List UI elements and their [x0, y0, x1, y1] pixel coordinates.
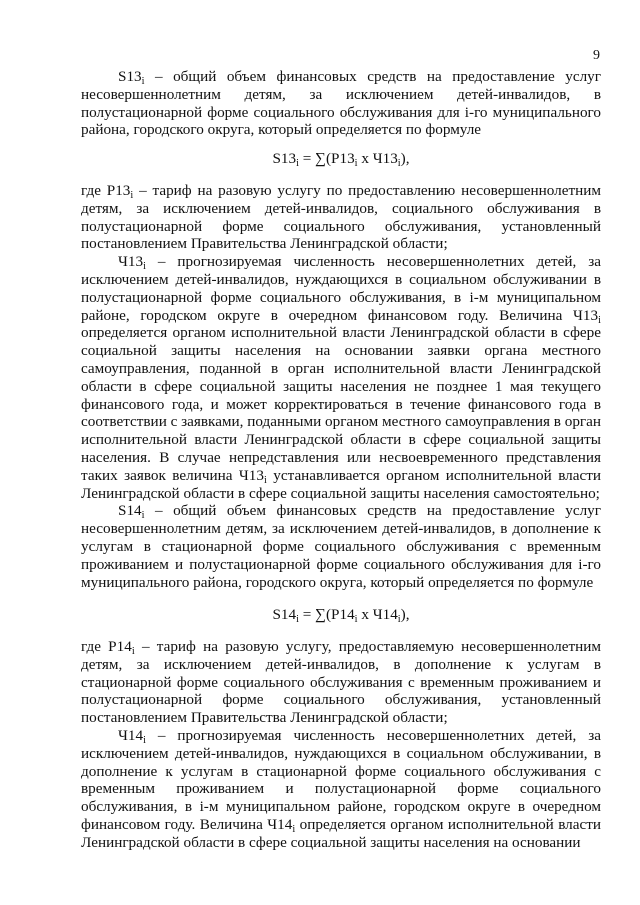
formula-term: S14: [272, 606, 297, 623]
block-definitions-1: [81, 182, 601, 591]
formula-term: = ∑(P13: [298, 150, 355, 167]
subscript: i: [354, 613, 358, 625]
term-ch14: Ч14: [118, 726, 144, 744]
paragraph-text: – общий объем финансовых средств на предоставление услуг несовершеннолетним детям, за исключением детей-инвалидов, в полустационарной форме социального обслуживания для i-го муниципального района, городского округа, который определяется по формуле: [81, 68, 601, 139]
subscript: i: [296, 157, 299, 169]
subscript: i: [143, 734, 146, 746]
paragraph-p13: [81, 182, 601, 253]
paragraph-text: устанавливается органом исполнительной власти Ленинградской области в сфере социальной защиты населения самостоятельно;: [81, 466, 601, 502]
subscript: i: [354, 157, 358, 169]
block-s13-definition: [81, 68, 601, 139]
term-ch13: Ч13: [118, 253, 144, 271]
page-number: 9: [593, 48, 600, 63]
subscript: i: [263, 474, 267, 486]
term-s13: S13: [118, 68, 142, 85]
subscript: i: [143, 261, 146, 273]
paragraph-text: – прогнозируемая численность несовершеннолетних детей, за исключением детей-инвалидов, нуждающихся в социальном обслуживании, в дополнение к услугам в стационарной форме социального обслуживания с временным проживанием и полустационарной форме социального обслуживания, в i-м муниципальном районе, городском округе в очередном финансовом году. Величина Ч14: [81, 726, 601, 833]
paragraph-text: определяется органом исполнительной власти Ленинградской области в сфере социальной защиты населения на основании: [81, 815, 601, 851]
paragraph-p14: [81, 638, 601, 727]
paragraph-s13: [81, 68, 601, 139]
formula-s14: [81, 606, 601, 624]
block-definitions-2: [81, 638, 601, 852]
subscript: i: [141, 75, 145, 87]
term-s14: S14: [118, 502, 142, 520]
paragraph-text: – прогнозируемая численность несовершеннолетних детей, за исключением детей-инвалидов, нуждающихся в социальном обслуживании в полустационарной форме социального обслуживания, в i-м муниципальном районе, городском округе в очередном финансовом году. Величина Ч13: [81, 253, 601, 324]
paragraph-text: – общий объем финансовых средств на предоставление услуг несовершеннолетним детям, за исключением детей-инвалидов, в дополнение к услугам в стационарной форме социального обслуживания с временным проживанием и полустационарной форме социального обслуживания для i-го муниципального района, городского округа, который определяется по формуле: [81, 502, 601, 591]
formula-term: x Ч13: [357, 150, 398, 167]
formula-s13: [81, 150, 601, 168]
term-p13: где P13: [81, 182, 131, 199]
subscript: i: [292, 823, 296, 835]
formula-term: x Ч14: [357, 606, 398, 623]
paragraph-text: – тариф на разовую услугу, предоставляемую несовершеннолетним детям, за исключением детей-инвалидов, в дополнение к услугам в стационарной форме социального обслуживания с временным проживанием и полустационарной форме социального обслуживания, установленный постановлением Правительства Ленинградской области;: [81, 638, 602, 727]
paragraph-text: – тариф на разовую услугу по предоставлению несовершеннолетним детям, за исключением детей-инвалидов, социального обслуживания в полустационарной форме социального обслуживания, установленный постановлением Правительства Ленинградской области;: [81, 182, 601, 253]
formula-term: = ∑(P14: [298, 606, 355, 623]
subscript: i: [397, 613, 401, 625]
paragraph-s14: [81, 502, 601, 591]
formula-term: S13: [272, 150, 297, 167]
paragraph-text: определяется органом исполнительной власти Ленинградской области в сфере социальной защиты населения на основании заявки органа местного самоуправления, поданной в орган исполнительной власти Ленинградской области в сфере социальной защиты населения не позднее 1 мая текущего финансового года, и может корректироваться в течение финансового года в соответствии с заявками, поданными органом местного самоуправления в орган исполнительной власти Ленинградской области в сфере социальной защиты населения. В случае непредставления или несвоевременного представления таких заявок величина Ч13: [81, 324, 602, 484]
paragraph-ch14: [81, 727, 601, 852]
subscript: i: [397, 157, 401, 169]
paragraph-ch13: [81, 253, 601, 502]
formula-term: ),: [400, 150, 410, 167]
subscript: i: [598, 314, 601, 326]
subscript: i: [296, 613, 299, 625]
term-p14: где P14: [81, 638, 132, 655]
subscript: i: [131, 645, 135, 657]
subscript: i: [130, 189, 134, 201]
formula-term: ),: [400, 606, 410, 623]
subscript: i: [141, 510, 145, 522]
